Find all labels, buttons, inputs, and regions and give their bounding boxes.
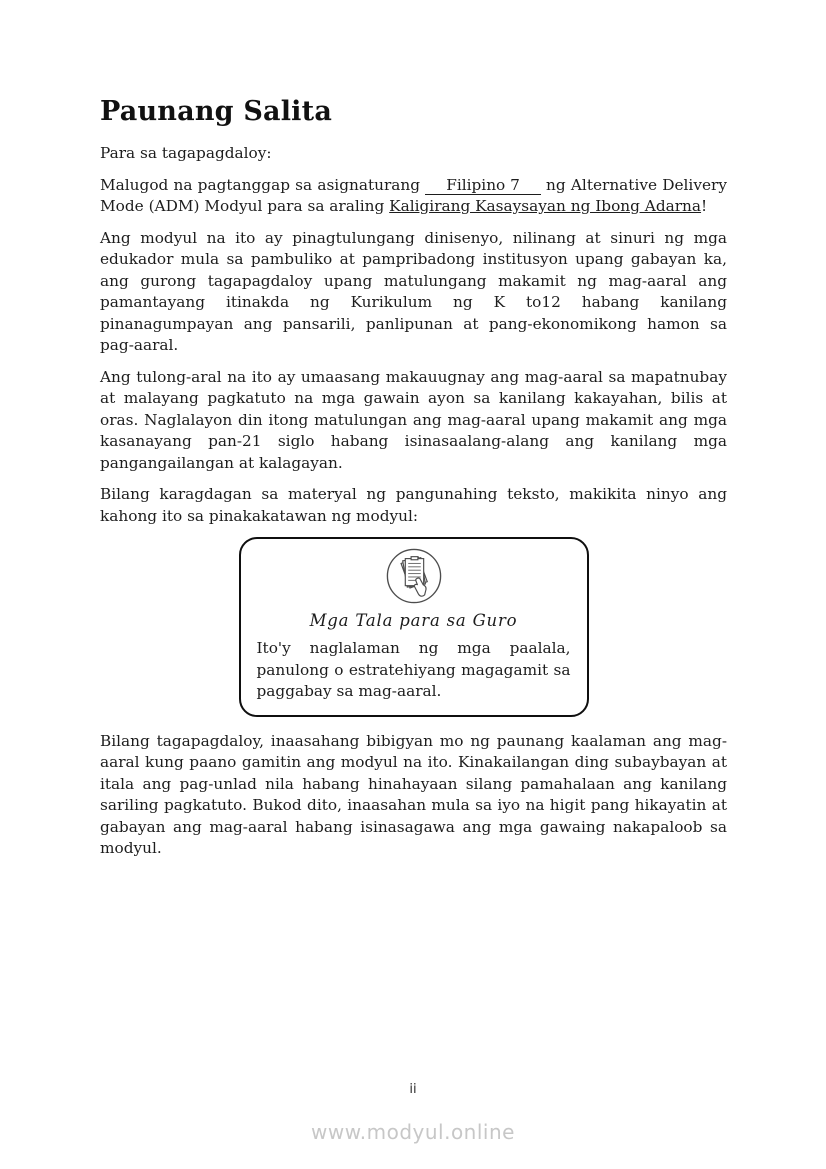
welcome-text-end: ! [701,197,708,215]
note-box-title: Mga Tala para sa Guro [309,611,518,630]
note-icon-container [257,547,571,609]
subject-value: Filipino 7 [446,175,520,194]
paragraph-addition: Bilang karagdagan sa materyal ng pangunahing teksto, makikita ninyo ang kahong ito sa pinakakatawan ng modyul: [100,485,727,525]
page-content [100,96,727,870]
welcome-text-mid: ng Alternative Delivery Mode (ADM) Modyul para sa araling [100,175,727,215]
notes-hand-icon [385,547,443,605]
page-title: Paunang Salita [100,96,333,127]
teacher-notes-box [239,537,589,717]
watermark-text: www.modyul.online [311,1120,515,1144]
subject-blank [425,176,541,195]
paragraph-welcome [100,175,727,218]
lesson-title-underlined: Kaligirang Kasaysayan ng Ibong Adarna [389,197,702,215]
paragraph-design: Ang modyul na ito ay pinagtulungang dinisenyo, nilinang at sinuri ng mga edukador mula sa pambuliko at pampribadong institusyon upang gabayan ka, ang gurong tagapagdaloy upang matulungang makamit ng mag-aaral ang pamantayang itinakda ng Kurikulum ng K to12 habang kanilang pinanagumpayan ang pansarili, panlipunan at pang-ekonomikong hamon sa pag-aaral. [100,228,727,354]
salutation-line: Para sa tagapagdaloy: [100,144,272,162]
page-number: ii [409,1082,417,1097]
paragraph-closing: Bilang tagapagdaloy, inaasahang bibigyan mo ng paunang kaalaman ang mag-aaral kung paano gamitin ang modyul na ito. Kinakailangan ding subaybayan at itala ang pag-unlad nila habang hinahayaan silang pamahalaan ang kanilang sariling pagkatuto. Bukod dito, inaasahan mula sa iyo na higit pang hikayatin at gabayan ang mag-aaral habang isinasagawa ang mga gawaing nakapaloob sa modyul. [100,731,727,857]
paragraph-aim: Ang tulong-aral na ito ay umaasang makauugnay ang mag-aaral sa mapatnubay at malayang pagkatuto na mga gawain ayon sa kanilang kakayahan, bilis at oras. Naglalayon din itong matulungan ang mag-aaral upang makamit ang mga kasanayang pan-21 siglo habang isinasaalang-alang ang kanilang mga pangangailangan at kalagayan. [100,367,727,472]
welcome-text-start: Malugod na pagtanggap sa asignaturang [100,175,421,194]
note-box-body: Ito'y naglalaman ng mga paalala, panulong o estratehiyang magagamit sa paggabay sa mag-aaral. [256,639,571,700]
